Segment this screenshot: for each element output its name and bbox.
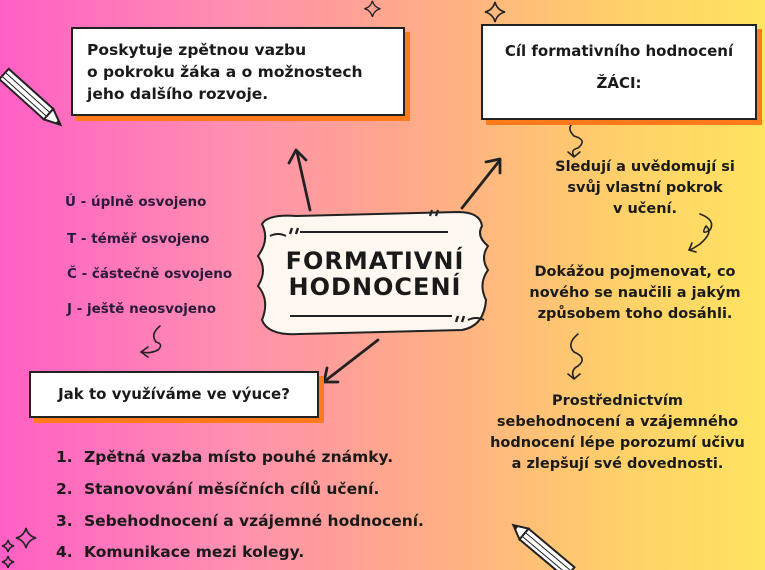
usage-list-item xyxy=(56,512,424,530)
pencil-icon xyxy=(0,69,65,130)
feedback-line: Poskytuje zpětnou vazbu xyxy=(87,41,307,59)
student-goal-line: Prostřednictvím xyxy=(551,393,684,409)
usage-title: Jak to využíváme ve výuce? xyxy=(58,385,290,403)
feedback-text xyxy=(87,39,397,105)
usage-list-item xyxy=(56,543,304,561)
goal-box xyxy=(481,24,757,120)
squiggle-arrow-icon xyxy=(568,120,582,157)
scale-item: T - téměř osvojeno xyxy=(67,231,210,247)
usage-box xyxy=(29,371,319,418)
student-goal-line: a zlepšují své dovednosti. xyxy=(511,456,724,472)
goal-subtitle: ŽÁCI: xyxy=(596,74,642,92)
student-goal-line: v učení. xyxy=(612,201,678,217)
arrow-icon xyxy=(289,150,310,210)
squiggle-arrow-icon xyxy=(141,326,161,357)
student-goal xyxy=(470,391,765,475)
central-title xyxy=(275,248,475,300)
student-goal-line: nového se naučili a jakým xyxy=(529,285,741,301)
list-number: 2. xyxy=(56,480,73,498)
scale-item: Č - částečně osvojeno xyxy=(67,266,233,282)
usage-list-item xyxy=(56,448,393,466)
feedback-line: o pokroku žáka a o možnostech xyxy=(87,63,363,81)
student-goal-line: způsobem toho dosáhli. xyxy=(537,306,733,322)
student-goal-line: hodnocení lépe porozumí učivu xyxy=(490,435,745,451)
list-number: 3. xyxy=(56,512,73,530)
scale-item: J - ještě neosvojeno xyxy=(67,301,216,317)
usage-list-item xyxy=(56,480,379,498)
list-text: Zpětná vazba místo pouhé známky. xyxy=(84,448,394,466)
arrow-icon xyxy=(462,159,500,208)
list-number: 1. xyxy=(56,448,73,466)
squiggle-arrow-icon xyxy=(568,334,582,379)
student-goal-line: Dokážou pojmenovat, co xyxy=(534,264,736,280)
student-goal-line: svůj vlastní pokrok xyxy=(567,180,723,196)
list-number: 4. xyxy=(56,543,73,561)
central-title-line: FORMATIVNÍ xyxy=(285,247,465,275)
feedback-line: jeho dalšího rozvoje. xyxy=(87,85,269,103)
student-goal xyxy=(510,262,760,325)
list-text: Komunikace mezi kolegy. xyxy=(84,543,305,561)
student-goal-line: Sledují a uvědomují si xyxy=(555,159,735,175)
list-text: Stanovování měsíčních cílů učení. xyxy=(84,480,380,498)
arrow-icon xyxy=(324,340,378,382)
sparkle-icon xyxy=(364,1,505,22)
feedback-box xyxy=(71,27,405,116)
student-goal xyxy=(525,157,765,220)
student-goal-line: sebehodnocení a vzájemného xyxy=(496,414,739,430)
list-text: Sebehodnocení a vzájemné hodnocení. xyxy=(84,512,424,530)
central-title-line: HODNOCENÍ xyxy=(288,273,462,301)
sparkle-icon xyxy=(2,528,36,568)
pencil-icon xyxy=(509,520,575,570)
goal-title: Cíl formativního hodnocení xyxy=(504,42,734,60)
scale-item: Ú - úplně osvojeno xyxy=(65,194,207,210)
